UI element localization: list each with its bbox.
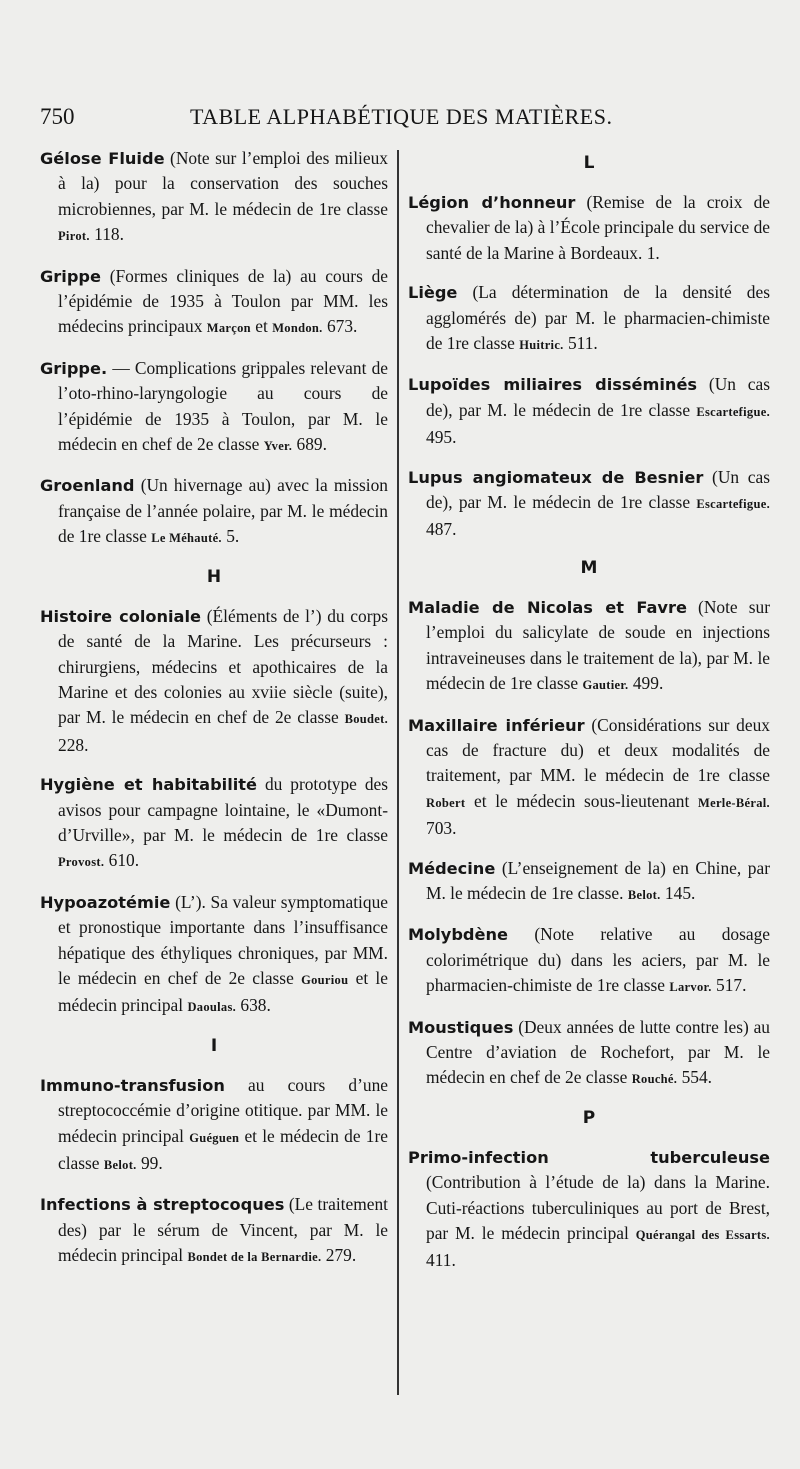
entry-text: (Un hivernage au) avec la mission française de l’année polaire, par M. le médecin de 1re classe [58,475,388,547]
entry-author: Bondet de la Bernardie. [187,1250,322,1265]
entry-author: Boudet. [344,712,388,727]
entry-text: (Deux années de lutte contre les) au Centre d’aviation de Rochefort, par M. le médecin en chef de 2e classe [426,1016,770,1088]
index-entry-grippe-formes [40,264,388,342]
entry-page: 673. [326,316,358,337]
section-letter-p: P [582,1107,596,1128]
entry-author: Gouriou [301,972,349,987]
entry-author: Quérangal des Essarts. [635,1228,770,1242]
entry-author: Mondon. [272,321,323,336]
index-entry-grippe-complications [40,356,388,460]
entry-page: 1. [646,242,660,263]
entry-text: (L’). Sa valeur symptomatique et pronostique importante dans l’insuffisance hépatique des éthyliques chroniques, par MM. le médecin en chef de 2e classe [58,891,388,988]
entry-heading: Maladie de Nicolas et Favre [408,597,687,617]
entry-text: (Note sur l’emploi du salicylate de soude en injections intraveineuses dans le traitement de la), par M. le médecin de 1re classe [426,596,770,694]
entry-heading: Maxillaire inférieur [408,715,585,735]
entry-text: (Formes cliniques de la) au cours de l’épidémie de 1935 à Toulon par MM. les médecins principaux [58,265,388,337]
entry-page: 145. [664,882,696,903]
index-entry-maladie [408,595,770,699]
entry-author: Pirot. [58,229,90,244]
entry-heading: Histoire coloniale [40,606,202,626]
column-divider [397,150,399,1395]
index-entry-infections [40,1192,388,1270]
entry-page: 638. [240,995,271,1016]
entry-connector: et [255,316,268,337]
index-entry-medecine [408,856,770,909]
entry-text: (Un cas de), par M. le médecin de 1re classe [426,466,770,513]
entry-heading: Immuno-transfusion [40,1075,225,1095]
entry-author: Le Méhauté. [151,531,222,546]
entry-heading: Molybdène [408,925,508,945]
entry-text: (L’enseignement de la) en Chine, par M. le médecin de 1re classe. [426,857,770,903]
right-column [408,146,770,1288]
entry-page: 689. [296,434,327,455]
entry-page: 118. [94,224,124,245]
entry-text: (Éléments de l’) du corps de santé de la Marine. Les précurseurs : chirurgiens, médecins et apothicaires de la Marine et des colonies au xviie siècle (suite), par M. le médecin en chef de 2e classe [58,605,388,728]
entry-author: Provost. [58,855,105,870]
entry-heading: Moustiques [408,1017,514,1037]
entry-page: 517. [716,975,747,996]
entry-author: Escartefigue. [696,404,770,419]
index-entry-molybdene [408,922,770,1000]
entry-page: 279. [325,1245,357,1266]
index-entry-liege [408,280,770,358]
entry-heading: Groenland [40,476,135,496]
running-title: TABLE ALPHABÉTIQUE DES MATIÈRES. [190,104,613,129]
index-entry-immuno-transfusion [40,1073,388,1179]
entry-heading: Grippe [40,266,101,286]
index-entry-histoire-coloniale [40,604,388,758]
page-number: 750 [40,104,75,129]
entry-text: (Note relative au dosage colorimétrique du) dans les aciers, par M. le pharmacien-chimiste de 1re classe [426,924,770,996]
section-letter-h: H [206,566,222,587]
index-entry-hygiene [40,772,388,876]
entry-author: Belot. [103,1158,137,1172]
entry-page: 703. [426,818,457,839]
entry-author: Rouché. [631,1072,678,1087]
entry-heading: Liège [408,283,458,303]
entry-page: 99. [140,1153,163,1173]
entry-author: Robert [426,795,466,810]
index-entry-maxillaire [408,713,770,842]
entry-heading: Lupus angiomateux de Besnier [408,467,704,487]
entry-author: Larvor. [669,980,712,995]
section-letter-i: I [210,1035,218,1056]
entry-author: Daoulas. [187,1000,237,1015]
entry-heading: Hygiène et habitabilité [40,775,258,795]
index-entry-legion-honneur [408,190,770,266]
index-entry-gelose [40,146,388,250]
entry-connector: et le médecin de 1re classe [58,1125,388,1173]
page-header [40,104,755,138]
entry-page: 554. [681,1067,713,1088]
entry-text: (Considérations sur deux cas de fracture du) et deux modalités de traitement, par MM. le médecin de 1re classe [426,714,770,786]
index-entry-moustiques [408,1015,770,1093]
section-letter-m: M [580,557,598,578]
entry-author: Marçon [206,321,251,336]
entry-text: (Contribution à l’étude de la) dans la Marine. Cuti-réactions tuberculiniques au port de Brest, par M. le médecin principal [426,1172,770,1243]
index-entry-groenland [40,473,388,551]
entry-author: Merle-Béral. [698,795,770,810]
entry-author: Belot. [627,887,661,902]
entry-author: Escartefigue. [696,497,770,512]
entry-page: 487. [426,519,457,540]
index-entry-primo-infection [408,1145,770,1274]
entry-page: 495. [426,427,457,448]
entry-text: (Un cas de), par M. le médecin de 1re classe [426,374,770,420]
entry-heading: Légion d’honneur [408,193,576,212]
entry-page: 5. [226,526,240,547]
entry-connector: et le médecin sous-lieutenant [473,790,690,811]
entry-heading: Gélose Fluide [40,149,165,168]
entry-author: Yver. [263,439,293,454]
entry-text: (La détermination de la densité des agglomérés de) par M. le pharmacien-chimiste de 1re classe [426,282,770,354]
entry-author: Guéguen [189,1130,240,1145]
entry-page: 511. [567,333,598,354]
entry-text: au cours d’une streptococcémie d’origine otitique. par MM. le médecin principal [58,1074,388,1146]
entry-text: (Note sur l’emploi des milieux à la) pour la conservation des souches microbiennes, par M. le médecin de 1re classe [58,148,388,219]
index-entry-lupus [408,465,770,543]
entry-heading: Hypoazotémie [40,892,171,912]
entry-page: 499. [632,673,664,694]
section-letter-l: L [583,153,595,173]
entry-page: 610. [108,850,140,871]
entry-author: Huitric. [519,338,564,353]
entry-connector: et le médecin principal [58,967,388,1016]
entry-text: — Complications grippales relevant de l’oto-rhino-laryngologie au cours de l’épidémie de 1935 à Toulon, par M. le médecin en chef de 2e classe [58,357,388,455]
entry-text: (Remise de la croix de chevalier de la) à l’École principale du service de santé de la Marine à Bordeaux. [426,192,770,263]
entry-page: 228. [58,734,89,755]
entry-heading: Primo-infection tuberculeuse [408,1147,770,1167]
entry-page: 411. [426,1250,456,1271]
left-column [40,146,388,1285]
entry-heading: Infections à streptocoques [40,1195,285,1215]
entry-text: du prototype des avisos pour campagne lointaine, le «Dumont-d’Urville», par M. le médecin de 1re classe [58,774,388,845]
index-entry-hypoazotemie [40,890,388,1021]
entry-heading: Lupoïdes miliaires disséminés [408,375,698,395]
entry-heading: Grippe. [40,358,108,378]
entry-author: Gautier. [582,678,629,693]
entry-heading: Médecine [408,858,496,878]
index-entry-lupoides [408,372,770,450]
entry-text: (Le traitement des) par le sérum de Vincent, par M. le médecin principal [58,1194,388,1266]
